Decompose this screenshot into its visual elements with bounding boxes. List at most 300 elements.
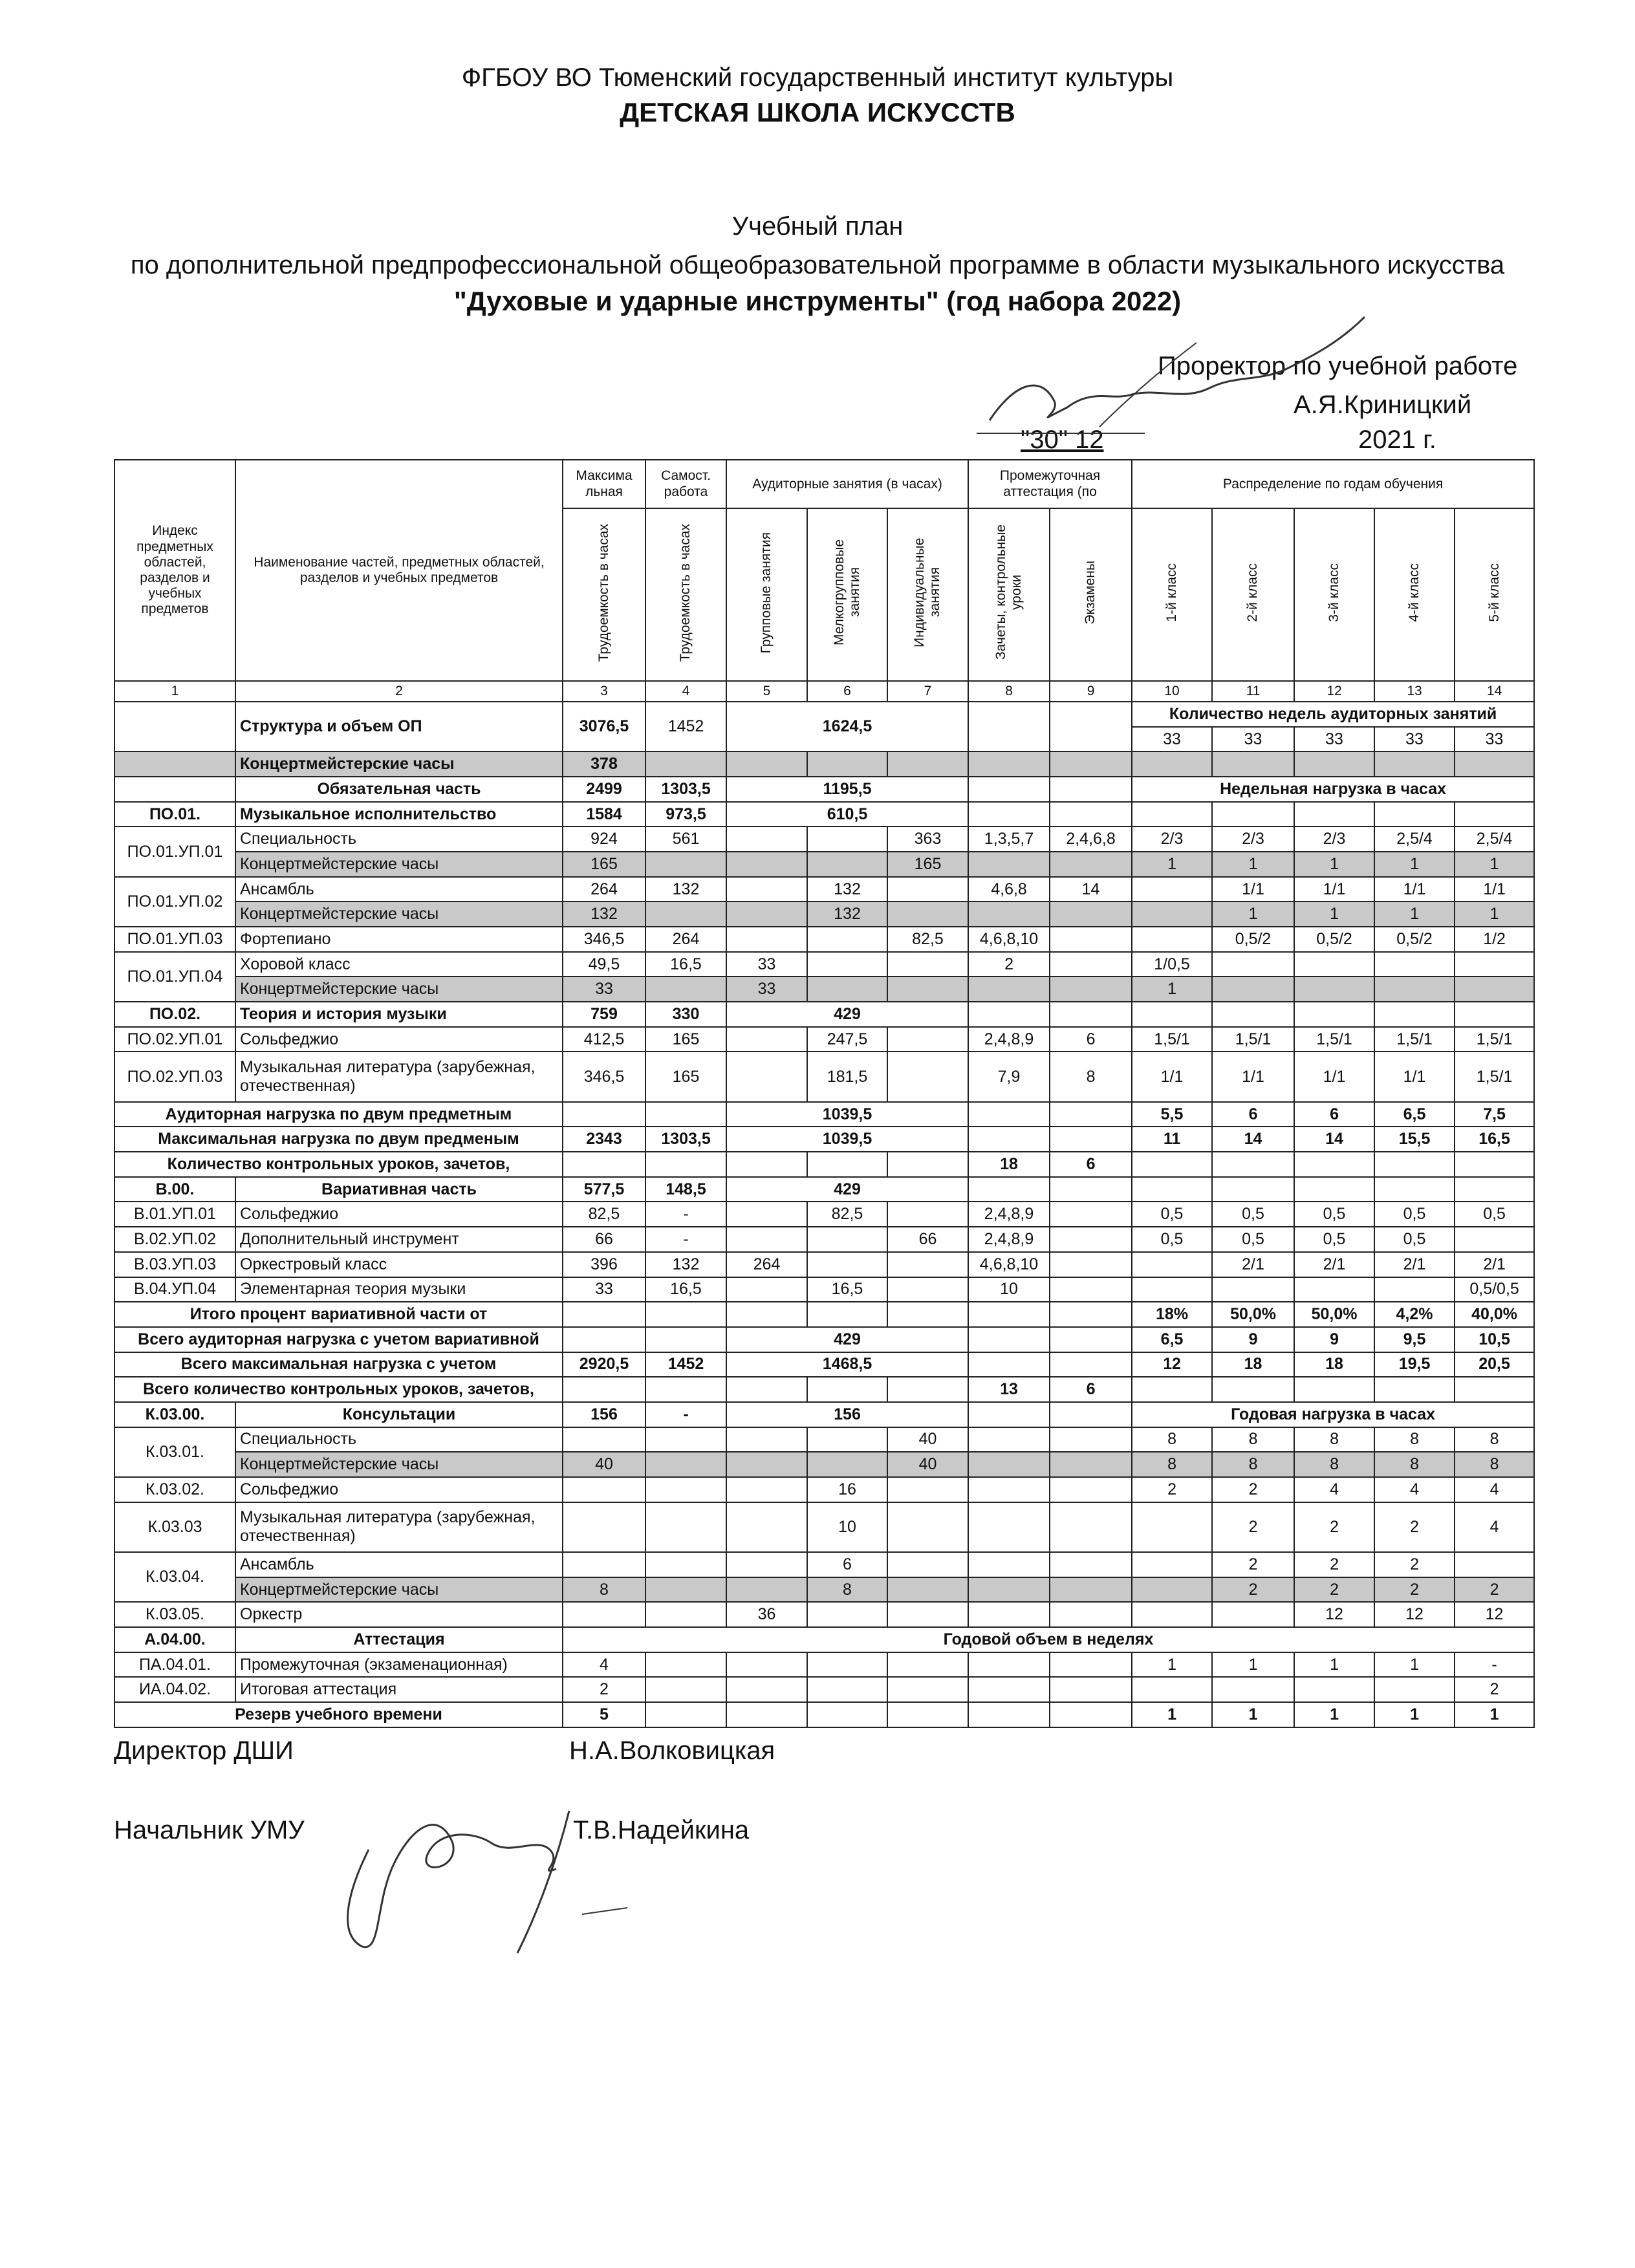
cell: 1,5/1 (1374, 1027, 1455, 1052)
cell: - (645, 1227, 726, 1252)
table-row (114, 1427, 1534, 1453)
cell: 0,5 (1212, 1227, 1294, 1252)
cell: 2/1 (1455, 1252, 1534, 1277)
cell: 1584 (563, 802, 645, 827)
cell: 10 (807, 1502, 887, 1552)
table-row (114, 927, 1534, 952)
row-name: Сольфеджио (235, 1477, 563, 1502)
cell: 4,2% (1374, 1302, 1455, 1327)
cell: 2 (563, 1677, 645, 1702)
cell: 20,5 (1455, 1352, 1534, 1377)
cell: 16,5 (1455, 1127, 1534, 1152)
cell: 0,5/0,5 (1455, 1277, 1534, 1302)
cell: 2 (1294, 1552, 1374, 1577)
cell: 6 (1050, 1377, 1132, 1402)
cell: 1468,5 (726, 1352, 968, 1377)
cell: 759 (563, 1002, 645, 1027)
cell: 429 (726, 1327, 968, 1352)
cell: 1 (1374, 902, 1455, 927)
cell: 4 (1455, 1502, 1534, 1552)
cell: 49,5 (563, 952, 645, 977)
row-index: ПО.01.УП.04 (114, 952, 235, 1002)
cell: 82,5 (887, 927, 968, 952)
cell: 1/1 (1374, 1052, 1455, 1101)
cell: 1 (1294, 1702, 1374, 1727)
cell: 5 (563, 1702, 645, 1727)
table-row (114, 1552, 1534, 1577)
cell: 8 (807, 1577, 887, 1603)
table-row (114, 1577, 1534, 1603)
col-9-label: Экзамены (1083, 561, 1098, 625)
cell: 2/3 (1294, 826, 1374, 852)
table-row (114, 1402, 1534, 1427)
cell: 2 (1374, 1577, 1455, 1603)
row-name: Концертмейстерские часы (235, 1577, 563, 1603)
cell: 156 (726, 1402, 968, 1427)
cell: 165 (887, 852, 968, 877)
cell: 8 (1132, 1452, 1212, 1477)
cell: 1/1 (1294, 1052, 1374, 1101)
cell: 8 (1374, 1427, 1455, 1453)
cell: 1195,5 (726, 777, 968, 802)
section-note: Количество недель аудиторных занятий (1132, 702, 1534, 727)
cell: 2 (1212, 1552, 1294, 1577)
umu-signature (323, 1785, 660, 1966)
cell: 66 (563, 1227, 645, 1252)
col-number: 8 (968, 681, 1050, 702)
row-name: Концертмейстерские часы (235, 852, 563, 877)
cell: 1 (1455, 1702, 1534, 1727)
cell: 1/1 (1212, 1052, 1294, 1101)
cell: 4 (563, 1652, 645, 1678)
cell: 264 (726, 1252, 807, 1277)
cell: 1 (1294, 1652, 1374, 1678)
row-index: К.03.01. (114, 1427, 235, 1477)
cell: 2,5/4 (1374, 826, 1455, 852)
cell: 1039,5 (726, 1127, 968, 1152)
cell: 6,5 (1132, 1327, 1212, 1352)
row-name: Фортепиано (235, 927, 563, 952)
col-5-label: Групповые занятия (759, 532, 774, 654)
cell: 40 (563, 1452, 645, 1477)
row-index: К.03.02. (114, 1477, 235, 1502)
cell: 363 (887, 826, 968, 852)
cell: 18% (1132, 1302, 1212, 1327)
table-row (114, 1352, 1534, 1377)
col-number: 11 (1212, 681, 1294, 702)
cell: 0,5 (1132, 1227, 1212, 1252)
cell: 1 (1212, 902, 1294, 927)
cell: 1/1 (1455, 877, 1534, 902)
table-row (114, 902, 1534, 927)
cell: 396 (563, 1252, 645, 1277)
cell: 0,5 (1132, 1202, 1212, 1227)
col-number: 4 (645, 681, 726, 702)
row-name: Обязательная часть (235, 777, 563, 802)
cell: 4 (1455, 1477, 1534, 1502)
cell: 9 (1212, 1327, 1294, 1352)
row-index: В.01.УП.01 (114, 1202, 235, 1227)
cell: 33 (1374, 727, 1455, 752)
cell: 16,5 (807, 1277, 887, 1302)
table-row (114, 1227, 1534, 1252)
cell: 8 (1212, 1452, 1294, 1477)
cell: 2 (968, 952, 1050, 977)
cell: 10,5 (1455, 1327, 1534, 1352)
cell: 5,5 (1132, 1102, 1212, 1127)
table-row (114, 1502, 1534, 1552)
row-name: Концертмейстерские часы (235, 751, 563, 777)
col-number: 13 (1374, 681, 1455, 702)
row-name: Резерв учебного времени (114, 1702, 563, 1727)
cell: 2/1 (1212, 1252, 1294, 1277)
cell: 132 (807, 877, 887, 902)
row-name: Концертмейстерские часы (235, 977, 563, 1002)
approval-date: "30" 12 (1021, 426, 1104, 454)
cell: 15,5 (1374, 1127, 1455, 1152)
col-number: 6 (807, 681, 887, 702)
cell: 33 (563, 1277, 645, 1302)
col-number: 3 (563, 681, 645, 702)
col-6-label: Мелкогрупповые занятия (831, 539, 862, 646)
table-row (114, 1102, 1534, 1127)
cell: 2 (1294, 1502, 1374, 1552)
cell: 2,5/4 (1455, 826, 1534, 852)
col-number: 2 (235, 681, 563, 702)
cell: 14 (1212, 1127, 1294, 1152)
approval-year: 2021 г. (1358, 426, 1436, 454)
cell: 6,5 (1374, 1102, 1455, 1127)
row-index: ИА.04.02. (114, 1677, 235, 1702)
cell: 14 (1050, 877, 1132, 902)
table-row (114, 702, 1534, 727)
cell: - (645, 1402, 726, 1427)
table-row (114, 977, 1534, 1002)
cell: 429 (726, 1002, 968, 1027)
col-3-label: Трудоемкость в часах (596, 523, 611, 662)
table-row (114, 1002, 1534, 1027)
col-number: 9 (1050, 681, 1132, 702)
table-row (114, 1252, 1534, 1277)
cell: 1 (1374, 1652, 1455, 1678)
cell: 2 (1212, 1477, 1294, 1502)
cell: 1 (1455, 852, 1534, 877)
cell: 2,4,8,9 (968, 1227, 1050, 1252)
cell: 264 (563, 877, 645, 902)
cell: 0,5 (1212, 1202, 1294, 1227)
row-name: Итого процент вариативной части от (114, 1302, 563, 1327)
row-name: Всего аудиторная нагрузка с учетом вариативной (114, 1327, 563, 1352)
col-number: 14 (1455, 681, 1534, 702)
table-row (114, 1652, 1534, 1678)
table-row (114, 1277, 1534, 1302)
director-name: Н.А.Волковицкая (569, 1736, 775, 1765)
table-row (114, 1027, 1534, 1052)
row-index: ПО.02.УП.03 (114, 1052, 235, 1101)
row-name: Сольфеджио (235, 1027, 563, 1052)
cell: 1 (1212, 1652, 1294, 1678)
cell: 4 (1294, 1477, 1374, 1502)
cell: 181,5 (807, 1052, 887, 1101)
row-name: Ансамбль (235, 877, 563, 902)
cell: 8 (1374, 1452, 1455, 1477)
cell: 132 (807, 902, 887, 927)
row-index: ПА.04.01. (114, 1652, 235, 1678)
cell: 1/1 (1212, 877, 1294, 902)
cell: 4,6,8,10 (968, 1252, 1050, 1277)
cell: 346,5 (563, 927, 645, 952)
row-name: Хоровой класс (235, 952, 563, 977)
approval-name: А.Я.Криницкий (1294, 391, 1472, 419)
cell: 8 (1294, 1427, 1374, 1453)
col-number: 1 (114, 681, 235, 702)
cell: 16,5 (645, 1277, 726, 1302)
cell: 1624,5 (726, 702, 968, 751)
col-14-label: 5-й класс (1486, 563, 1502, 622)
cell: 1 (1294, 902, 1374, 927)
cell: 2/3 (1212, 826, 1294, 852)
approval-position: Проректор по учебной работе (1158, 352, 1518, 380)
row-name: Вариативная часть (235, 1177, 563, 1202)
row-name: Оркестровый класс (235, 1252, 563, 1277)
cell: 16,5 (645, 952, 726, 977)
table-row (114, 1602, 1534, 1627)
cell: 1 (1132, 977, 1212, 1002)
cell: 2 (1212, 1577, 1294, 1603)
row-name: Музыкальная литература (зарубежная, отечественная) (235, 1502, 563, 1552)
cell: 82,5 (563, 1202, 645, 1227)
col-4-label: Трудоемкость в часах (678, 523, 693, 662)
cell: 82,5 (807, 1202, 887, 1227)
row-index: ПО.01.УП.03 (114, 927, 235, 952)
cell: 8 (1455, 1452, 1534, 1477)
row-index: В.04.УП.04 (114, 1277, 235, 1302)
cell: 1 (1374, 852, 1455, 877)
cell: 11 (1132, 1127, 1212, 1152)
row-name: Количество контрольных уроков, зачетов, (114, 1152, 563, 1177)
cell: 6 (807, 1552, 887, 1577)
cell: 1 (1374, 1702, 1455, 1727)
col-att-header: Промежуточная аттестация (по (968, 460, 1132, 508)
cell: 12 (1132, 1352, 1212, 1377)
table-row (114, 1152, 1534, 1177)
cell: 19,5 (1374, 1352, 1455, 1377)
cell: 14 (1294, 1127, 1374, 1152)
col-number: 10 (1132, 681, 1212, 702)
cell: 2 (1294, 1577, 1374, 1603)
row-name: Всего количество контрольных уроков, зачетов, (114, 1377, 563, 1402)
cell: 1039,5 (726, 1102, 968, 1127)
cell: - (645, 1202, 726, 1227)
row-index: К.03.03 (114, 1502, 235, 1552)
cell: 330 (645, 1002, 726, 1027)
table-row (114, 1127, 1534, 1152)
row-index: А.04.00. (114, 1627, 235, 1652)
cell: 1/0,5 (1132, 952, 1212, 977)
cell: 2/1 (1294, 1252, 1374, 1277)
table-row (114, 1627, 1534, 1652)
cell: 132 (645, 1252, 726, 1277)
col-12-label: 3-й класс (1326, 563, 1341, 622)
table-row (114, 852, 1534, 877)
cell: 165 (563, 852, 645, 877)
col-index-header: Индекс предметных областей, разделов и учебных предметов (114, 460, 235, 681)
cell: 8 (1212, 1427, 1294, 1453)
school-name: ДЕТСКАЯ ШКОЛА ИСКУССТВ (620, 97, 1015, 127)
row-name: Музыкальное исполнительство (235, 802, 563, 827)
row-name: Дополнительный инструмент (235, 1227, 563, 1252)
org-name: ФГБОУ ВО Тюменский государственный институт культуры (461, 63, 1174, 92)
row-index: В.00. (114, 1177, 235, 1202)
cell: 148,5 (645, 1177, 726, 1202)
row-name: Всего максимальная нагрузка с учетом (114, 1352, 563, 1377)
cell: 0,5 (1294, 1227, 1374, 1252)
row-index: К.03.04. (114, 1552, 235, 1602)
director-label: Директор ДШИ (114, 1736, 294, 1765)
cell: 1452 (645, 1352, 726, 1377)
table-row (114, 1452, 1534, 1477)
cell: 0,5 (1374, 1202, 1455, 1227)
row-index: К.03.00. (114, 1402, 235, 1427)
table-row (114, 1052, 1534, 1101)
cell: 378 (563, 751, 645, 777)
cell: 12 (1294, 1602, 1374, 1627)
cell: 3076,5 (563, 702, 645, 751)
cell: 8 (1294, 1452, 1374, 1477)
cell: 33 (726, 952, 807, 977)
cell: 264 (645, 927, 726, 952)
doc-title: Учебный план (731, 212, 904, 241)
table-row (114, 751, 1534, 777)
row-name: Аудиторная нагрузка по двум предметным (114, 1102, 563, 1127)
cell: - (1455, 1652, 1534, 1678)
cell: 8 (1050, 1052, 1132, 1101)
cell: 2 (1374, 1502, 1455, 1552)
cell: 156 (563, 1402, 645, 1427)
cell: 9,5 (1374, 1327, 1455, 1352)
cell: 1303,5 (645, 1127, 726, 1152)
cell: 4 (1374, 1477, 1455, 1502)
table-row (114, 1202, 1534, 1227)
row-name: Специальность (235, 1427, 563, 1453)
row-name: Аттестация (235, 1627, 563, 1652)
cell: 0,5/2 (1294, 927, 1374, 952)
table-header-row (114, 460, 1534, 508)
cell: 13 (968, 1377, 1050, 1402)
cell: 561 (645, 826, 726, 852)
umu-label: Начальник УМУ (114, 1816, 305, 1844)
cell: 1 (1455, 902, 1534, 927)
row-index: В.03.УП.03 (114, 1252, 235, 1277)
row-name: Структура и объем ОП (235, 702, 563, 751)
col-13-label: 4-й класс (1406, 563, 1422, 622)
cell: 50,0% (1212, 1302, 1294, 1327)
row-name: Сольфеджио (235, 1202, 563, 1227)
row-name: Специальность (235, 826, 563, 852)
row-name: Теория и история музыки (235, 1002, 563, 1027)
cell: 33 (726, 977, 807, 1002)
cell: 1,5/1 (1455, 1052, 1534, 1101)
row-name: Максимальная нагрузка по двум предменым (114, 1127, 563, 1152)
cell: 16 (807, 1477, 887, 1502)
cell: 40 (887, 1452, 968, 1477)
column-number-row (114, 681, 1534, 702)
cell: 2 (1132, 1477, 1212, 1502)
cell: 1303,5 (645, 777, 726, 802)
cell: 1 (1132, 1702, 1212, 1727)
table-row (114, 777, 1534, 802)
row-name: Итоговая аттестация (235, 1677, 563, 1702)
cell: 12 (1374, 1602, 1455, 1627)
table-row (114, 802, 1534, 827)
col-10-label: 1-й класс (1164, 563, 1179, 622)
row-name: Музыкальная литература (зарубежная, отечественная) (235, 1052, 563, 1101)
row-index: В.02.УП.02 (114, 1227, 235, 1252)
cell: 2/3 (1132, 826, 1212, 852)
cell: 2 (1455, 1577, 1534, 1603)
cell: 33 (1294, 727, 1374, 752)
cell: 9 (1294, 1327, 1374, 1352)
cell: 165 (645, 1027, 726, 1052)
cell: 0,5/2 (1374, 927, 1455, 952)
cell: 2499 (563, 777, 645, 802)
row-index: ПО.01.УП.01 (114, 826, 235, 876)
table-row (114, 1327, 1534, 1352)
cell: 7,5 (1455, 1102, 1534, 1127)
cell: 1,5/1 (1212, 1027, 1294, 1052)
cell: 429 (726, 1177, 968, 1202)
row-name: Ансамбль (235, 1552, 563, 1577)
cell: 40 (887, 1427, 968, 1453)
cell: 1/1 (1294, 877, 1374, 902)
umu-name: Т.В.Надейкина (573, 1816, 750, 1844)
col-dist-header: Распределение по годам обучения (1132, 460, 1534, 508)
cell: 12 (1455, 1602, 1534, 1627)
cell: 1/2 (1455, 927, 1534, 952)
table-row (114, 826, 1534, 852)
cell: 50,0% (1294, 1302, 1374, 1327)
cell: 33 (1212, 727, 1294, 752)
cell: 18 (1212, 1352, 1294, 1377)
cell: 2,4,8,9 (968, 1027, 1050, 1052)
cell: 6 (1050, 1027, 1132, 1052)
cell: 346,5 (563, 1052, 645, 1101)
row-index: ПО.02.УП.01 (114, 1027, 235, 1052)
cell: 18 (1294, 1352, 1374, 1377)
row-name: Концертмейстерские часы (235, 1452, 563, 1477)
cell: 8 (1455, 1427, 1534, 1453)
cell: 1,5/1 (1294, 1027, 1374, 1052)
cell: 2/1 (1374, 1252, 1455, 1277)
cell: 33 (1132, 727, 1212, 752)
cell: 40,0% (1455, 1302, 1534, 1327)
col-aud-header: Аудиторные занятия (в часах) (726, 460, 968, 508)
cell: 132 (563, 902, 645, 927)
cell: 1,3,5,7 (968, 826, 1050, 852)
col-number: 5 (726, 681, 807, 702)
cell: 0,5 (1455, 1202, 1534, 1227)
cell: 132 (645, 877, 726, 902)
cell: 10 (968, 1277, 1050, 1302)
cell: 4,6,8 (968, 877, 1050, 902)
section-note: Недельная нагрузка в часах (1132, 777, 1534, 802)
cell: 2 (1455, 1677, 1534, 1702)
col-number: 7 (887, 681, 968, 702)
cell: 0,5 (1374, 1227, 1455, 1252)
cell: 1/1 (1374, 877, 1455, 902)
cell: 33 (563, 977, 645, 1002)
cell: 973,5 (645, 802, 726, 827)
